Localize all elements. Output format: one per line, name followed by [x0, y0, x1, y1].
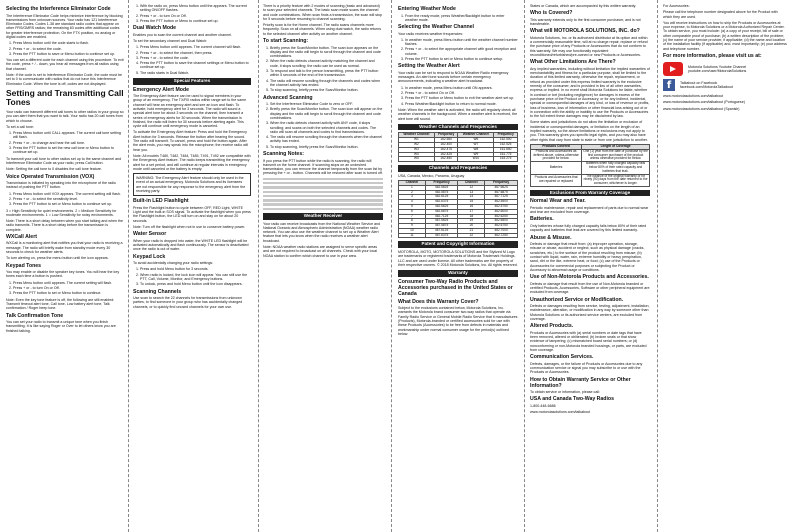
table-cell: 8	[399, 219, 426, 224]
step: 3. Press the PTT button or Menu button to exit the weather alert set up.	[405, 96, 518, 100]
heading-sensor: Water Sensor	[133, 231, 167, 238]
step: 1. Press Menu button until appears. The current setting will flash.	[13, 281, 124, 285]
selwx-steps	[398, 38, 518, 61]
eco-steps	[6, 41, 124, 56]
heading-adv-scan: Advanced Scanning	[263, 94, 313, 101]
step: 3. Press the PTT button to set or Menu button to continue setup.	[405, 57, 518, 61]
covered-text: Subject to the exclusions contained below, Motorola Solutions, Inc. warrants the Motorola brand consumer two-way radios that operate via Family Radio Service or General Mobile Radio Service that it manufactures (Products), Motorola-branded or certified accessories sold for use with these Products (Accessories) to be free from defects in materials and workmanship under normal consumer usage for the period(s) outlined below.	[398, 306, 518, 336]
unauth2-text: Defects or damages resulting from service, testing, adjustment, installation, maintenance, alteration, or modification in any way by someone other than Motorola Solutions or its authorized service centers, are excluded from coverage.	[530, 304, 650, 321]
table-cell: 462.6500	[485, 219, 518, 224]
step: 2. Press + or - to select On or Off.	[405, 91, 518, 95]
table-row	[399, 233, 518, 238]
heading-warranty: Consumer Two-Way Radio Products and Accessories purchased in the United States or Canada	[398, 278, 513, 297]
step: 2. Press + or - to change and hear the call tone.	[13, 141, 124, 145]
flash-note: Note: Turn off the flashlight when not in use to conserve battery power.	[133, 224, 246, 229]
heading-covered: What Does this Warranty Cover?	[398, 298, 479, 305]
unauth-text: Defects or damage that result from the use of Non-Motorola branded or certified Products, Accessories, Software or other peripheral equipment are excluded from coverage.	[530, 281, 650, 295]
flash-text: Press the Flashlight button to cycle between OFF, RED Light, WHITE Light and the built-in SOS signal. To activate the flashlight when you press the Flashlight button, the LED will turn on and stay on for about 20 seconds.	[133, 205, 251, 223]
table-cell: W6	[458, 138, 494, 143]
other-text: Any implied warranties, including without limitation the implied warranties of merchantability and fitness for a particular purpose, shall be limited to the duration of this limited warranty, otherwise the repair, replacement, or refund as provided under this express limited warranty is the exclusive remedy of the consumer, and is provided in lieu of all other warranties, express or implied. In no event shall Motorola Solutions be liable, whether in contract or tort (including negligence) for damages in excess of the purchase price of the Product or Accessory, or for any indirect, incidental, special or consequential damages of any kind, or loss of revenue or profits, loss of business, loss of information or other financial loss arising out of or in connection with the ability or inability to use the Products or Accessories to the full extent these damages may be disclaimed by law.	[530, 66, 650, 119]
step: 1. From the ready mode, press Weather/Backlight button to enter weather mode.	[405, 14, 518, 23]
table-cell: 462.6875	[425, 209, 458, 214]
heading-usa: USA and Canada Two-Way Radios	[530, 396, 614, 403]
heading-keypad: Keypad Tones	[6, 262, 42, 269]
channel-frequency-table	[398, 180, 518, 239]
alert-note: Note: When the weather alert is activated, the radio will regularly check all weather channels in the background. When a weather alert is received, the alert tone will sound.	[398, 107, 518, 121]
panel-2	[133, 4, 251, 311]
alert-steps	[398, 86, 518, 106]
youtube-label: Motorola Solutions Youtube Channel	[688, 64, 747, 69]
heading-vox: Voice Operated Transmission (VOX)	[6, 173, 95, 180]
emergency-text: The Emergency Alert feature can be used to signal members in your group of an emergency. The TX/RX radios within range set to the same channel will hear an emergency alert and see an icon and flash. To activate, hold emergency alert for 3 seconds. The radio will sound a special alert tone for about 3 seconds on the channel, then transmit a series of emergency alerts for 30 seconds. When the transmission is finished, the radio will listen for 30 seconds before alerting again. This cycle will continue until emergency mode is canceled.	[133, 94, 247, 129]
table-cell: 1	[399, 185, 426, 190]
step: 5. The radio starts in Dual Watch.	[140, 71, 251, 75]
heading-wxcall: WXCall Alert	[6, 233, 37, 240]
dual-sub: To set the secondary channel and Dual Watch:	[133, 38, 208, 43]
talk-steps	[133, 4, 251, 23]
table-cell: 462.7250	[485, 233, 518, 238]
tones-steps	[6, 131, 124, 154]
section-band-warranty: Warranty	[398, 270, 518, 277]
table-cell: 462.5625	[425, 185, 458, 190]
table-cell: 162.400	[434, 142, 458, 147]
heading-select-weather: Selecting the Weather Channel	[398, 24, 475, 31]
column-header: Channel	[399, 180, 426, 185]
lock-sub: To avoid accidentally changing your radio settings:	[133, 261, 214, 266]
column-header: Channel	[458, 180, 485, 185]
tones-sub: To set a call tone:	[6, 124, 34, 129]
table-cell: 462.6000	[485, 209, 518, 214]
table-cell: 462.5750	[485, 204, 518, 209]
table-cell: 11	[399, 233, 426, 238]
step: 1. Set the Interference Eliminator Code to zero or OFF.	[270, 102, 383, 106]
heading-batteries: Batteries.	[530, 216, 554, 223]
panel-1	[6, 4, 124, 335]
table-cell: 10	[399, 228, 426, 233]
table-cell: 462.7125	[425, 214, 458, 219]
column-header: Products Covered	[531, 144, 582, 149]
step: 4. Press the PTT button to save the channel settings or Menu button to continue set up.	[140, 61, 251, 70]
step: 5. To stop scanning, briefly press the Scan/Monitor button.	[270, 88, 383, 92]
coverage-table	[530, 144, 650, 187]
dual-intro: Enables you to scan the current channel and another channel.	[133, 32, 232, 37]
step: 1. Press Menu button until CALL appears. The current call tone setting will flash.	[13, 131, 124, 140]
table-cell: The balance of the original warranty or for ninety (90) days from the date returned to the consumer, whichever is longer.	[583, 173, 648, 186]
table-cell: 4	[399, 200, 426, 205]
accessories-text: Please call the telephone number designated above for the Product with which they are used.	[663, 10, 778, 19]
step: 4. Press Weather/Backlight button to return to normal mode.	[405, 102, 518, 106]
accessories-text2: You will receive instructions on how to ship the Products or Accessories at your expense, to Motorola Solutions or a Motorola Authorized Repair Center. To obtain service, you must include: (a) a copy of your receipt, bill of sale or other comparable proof of purchase; (b) a written description of the problem; (c) the name of your service provider, if applicable; (d) the name and location of the installation facility (if applicable) and, most importantly; (e) your address and telephone number.	[663, 20, 787, 51]
section-band-patent: Patent and Copyright Information	[398, 241, 518, 248]
youtube-link[interactable]	[663, 62, 787, 76]
table-cell: 21	[458, 228, 485, 233]
table-cell: 7	[399, 214, 426, 219]
heading-wear: Normal Wear and Tear.	[530, 198, 586, 205]
dual-steps	[133, 45, 251, 75]
scan-cont2: Priority scan is for the Home channel. The radio scans channels more frequently. Scan on all channels. When using dual watch, the radio returns to the selected channel after activity on another channel.	[263, 23, 381, 36]
step: 3. Press the PTT button or Menu to continue set up.	[140, 19, 251, 23]
heading-how: How to Obtain Warranty Service or Other Information?	[530, 376, 631, 389]
patent-text: MOTOROLA, MOTO, MOTOROLA SOLUTIONS and the Stylized M Logo are trademarks or registered trademarks of Motorola Trademark Holdings, LLC and are used under license. All other trademarks are the property of their respective owners. © 2018 Motorola Solutions, Inc. All rights reserved.	[398, 249, 518, 267]
table-cell: 462.6625	[425, 204, 458, 209]
entering-steps	[398, 14, 518, 23]
emergency-steps: To activate the Emergency Alert feature: Press and hold the Emergency Alert button for 3 seconds. Release the button after hearing the sound. The radio will transmit. To cancel, press and hold the button again. After the alert ends, you may speak into the microphone; the receive radio will hear you.	[133, 130, 249, 152]
table-cell: 22	[458, 233, 485, 238]
fold-line	[524, 0, 525, 532]
table-cell: One (1) year from the date of purchase by the first consumer purchaser of the product unless otherwise provided for below.	[583, 148, 648, 161]
step: 3. Press the PTT button to set or Menu button to continue.	[13, 291, 124, 295]
step: 1. With the radio on, press Menu button until the appears. The current setting ON/OFF flashes.	[140, 4, 251, 13]
table-cell: 467.6125	[425, 228, 458, 233]
step: 1. Briefly press the Scan/Monitor button. The scan icon appears on the display and the radio will begin to scroll through the channel and code combinations.	[270, 46, 383, 59]
usa-phone: 1-800-448-6686	[530, 403, 556, 408]
channel-caption: USA, Canada, Mexico, Panama, Uruguay	[398, 173, 465, 178]
table-cell: W10	[458, 157, 494, 162]
table-cell: 467.5875	[425, 224, 458, 229]
alert-text: Your radio can be set to respond to NOAA Weather Radio emergency messages. An alert tone sounds before certain emergency announcements, indicating a weather alert broadcast.	[398, 70, 509, 84]
table-cell: 3	[399, 195, 426, 200]
how-text: To obtain service or information, please call:	[530, 390, 600, 395]
tones-note: To transmit your call tone to other radios set up to the same channel and Interference Eliminator Code as your radio, press Call button.	[6, 156, 122, 165]
heading-unauthorized: Unauthorized Service or Modification.	[530, 296, 624, 303]
column-header: Frequency	[425, 180, 458, 185]
step: 4. The radio will resume scrolling through the channels and codes when the channel activity has ended.	[270, 79, 383, 88]
step: 3. When the radio detects channel activity with ANY code, it stops scrolling; and scans on both the selected channels and codes. The radio will scan all channels and codes to find transmissions.	[270, 121, 383, 134]
table-row	[399, 157, 518, 162]
weather-note: Note: NOAA weather radio stations are assigned to serve specific areas and are not required to broadcast on all channels. Check with your local NOAA station to confirm which channel to use in your area.	[263, 245, 378, 258]
column-header: Frequency	[434, 133, 458, 138]
heading-start-scan: To start Scanning:	[263, 38, 309, 45]
table-cell: 2	[399, 190, 426, 195]
table-cell: W3	[399, 147, 435, 152]
adv-steps	[263, 102, 383, 149]
table-cell: 162.475	[434, 147, 458, 152]
step: 5. To stop scanning, briefly press the Scan/Monitor button.	[270, 145, 383, 149]
table-cell: 9	[399, 224, 426, 229]
column-header: Length of Coverage	[582, 144, 650, 149]
facebook-url: facebook.com/MotorolaTalkabout	[680, 84, 733, 89]
vox-intro: Transmission is initiated by speaking into the microphone of the radio instead of pushing the PTT button.	[6, 181, 116, 190]
step: 1. Press Menu button until the code starts to flash.	[13, 41, 124, 45]
table-cell: Products and Accessories that are repaired or replaced	[531, 174, 582, 186]
facebook-icon: f	[663, 79, 675, 91]
table-cell: 162.425	[434, 152, 458, 157]
altered-text: Products or Accessories with (a) serial numbers or date tags that have been removed, altered or obliterated; (b) broken seals or that show evidence of tampering; (c) mismatched board serial numbers; or (d) nonconforming or non-Motorola branded housings, or parts, are excluded from coverage.	[530, 330, 647, 352]
section-band-weather: Weather Receiver	[263, 213, 383, 220]
step: 3. Press + or - to select the code.	[140, 56, 251, 60]
step: 3. Press the PTT button to set or Menu button to continue set up.	[13, 202, 124, 206]
table-cell: 467.7125	[485, 195, 518, 200]
section-band-weather-table: Weather Channels and Frequencies	[398, 124, 518, 131]
heading-altered: Altered Products.	[530, 323, 574, 330]
column-header: Frequency	[485, 180, 518, 185]
selwx-intro: Your radio receives weather frequencies:	[398, 31, 463, 36]
usa-web: www.motorolasolutions.com/talkabout	[530, 410, 591, 415]
table-cell: Products and Accessories as defined above, unless otherwise provided for below.	[531, 149, 582, 161]
fold-line	[128, 0, 129, 532]
step: 2. Press + or - to turn On or Off.	[140, 14, 251, 18]
table-cell: 462.7000	[485, 228, 518, 233]
step: 1. In weather mode, press Menu button until the weather channel number flashes.	[405, 38, 518, 47]
table-cell: W8	[458, 147, 494, 152]
states-text: States or Canada, which are accompanied by this written warranty.	[530, 4, 637, 8]
youtube-url: youtube.com/user/MotorolaSolutions	[688, 68, 747, 73]
step: 3. To respond and talk to the person transmitting, press the PTT button within 5 seconds of the end of the transmission.	[270, 69, 383, 78]
panel-3	[263, 4, 383, 260]
eco-intro: The Interference Eliminator Code helps minimize interference by blocking transmissions from unknown sources. Your radio has 121 Interference Eliminator Codes. Codes 1-38 are standard radio codes that appear on other FRS/GMRS radios; the remaining 83 codes offer additional codes for greater interference protection. On the FTX position, no analog or digital codes are enabled.	[6, 13, 123, 39]
table-cell: W9	[458, 152, 494, 157]
step: 3. To unlock, press and hold Menu button until the icon disappears.	[140, 282, 251, 286]
nuisance-text: If you press the PTT button while the radio is scanning, the radio will transmit on the home channel. If scanning stops on an undesired transmission, you can remove the channel temporarily from the scan list by pressing the + or - button. Channels will be restored after scan is turned off.	[263, 158, 383, 176]
step: 4. The radio will resume scrolling through the channels when the channel activity has ended.	[270, 135, 383, 144]
keypad-intro: You may enable or disable the speaker key tones. You will hear the key tones each time a button is pushed.	[6, 270, 120, 279]
panel-5	[530, 4, 650, 417]
tones-note2: Note: Setting the call tone to 0 disables the call tone feature.	[6, 167, 102, 172]
wear-text: Periodic maintenance, repair and replacement of parts due to normal wear and tear are excluded from coverage.	[530, 205, 649, 215]
table-cell: 18	[458, 214, 485, 219]
vox-levels: 3 = High Sensitivity for quiet environments. 2 = Medium Sensitivity for moderate environments. 1 = Low Sensitivity for noisy environments.	[6, 208, 117, 217]
step: 2. When radio is locked, the lock icon will appear. You can still use the PTT, Call, Volume, Monitor, and Emergency buttons.	[140, 273, 251, 282]
text-filler	[263, 178, 383, 210]
scan-cont: There is a priority feature with 2 modes of scanning (basic and advanced) to scan your selected channels. The basic scan mode scans the channel and code combinations. When scan finds a transmission, the scan will stop for 5 seconds before resuming to channel scanning.	[263, 4, 383, 21]
column-header: Weather Channel	[399, 133, 435, 138]
who-text: This warranty extends only to the first consumer purchaser, and is not transferable.	[530, 17, 641, 27]
table-cell: 17	[458, 209, 485, 214]
vox-note: Note: There is a short delay between when you start talking and when the radio transmits. There is a short delay before the transmission is complete.	[6, 219, 124, 232]
table-cell: 462.5500	[485, 200, 518, 205]
heading-scan-notes: Scanning Notes:	[263, 151, 304, 158]
table-cell: W7	[458, 142, 494, 147]
table-cell: 162.500	[494, 138, 518, 143]
section-band-channel-table: Channels and Frequencies	[398, 165, 518, 172]
heading-abuse: Abuse & Misuse.	[530, 234, 572, 241]
will-text: Motorola Solutions, Inc. or its authorized distributor at its option and within a commercially reasonable time, will at no charge repair, replace or refund the purchase price of any Products or Accessories that do not conform to this warranty. We may use functionally equivalent reconditioned/refurbished/pre-owned or new Products or Accessories.	[530, 35, 648, 58]
table-cell: 15	[458, 200, 485, 205]
heading-scan: Scanning Channels	[133, 288, 182, 295]
youtube-icon	[663, 62, 683, 76]
heading-weather-alert: Setting the Weather Alert	[398, 63, 460, 70]
table-cell: 161.775	[494, 152, 518, 157]
step: 2. Press + or - to select the code.	[13, 47, 124, 51]
heading-who: Who is Covered?	[530, 10, 573, 17]
column-header: Weather Channel	[458, 133, 494, 138]
step: 3. Press the PTT button to set the new call tone or Menu button to continue set up.	[13, 146, 124, 155]
table-cell: 5	[399, 204, 426, 209]
heading-lock: Keypad Lock	[133, 253, 166, 260]
step: 1. Press Menu button until VOX appears. The current setting will flash.	[13, 192, 124, 196]
section-band-special: Special Features	[133, 78, 251, 85]
wxcall-step: To turn alerting on, press the menu button until the icon appears.	[6, 256, 109, 261]
heading-communication: Communication Services.	[530, 354, 594, 361]
table-cell: 462.5875	[425, 190, 458, 195]
section-band-exclusions: Exclusions From Warranty Coverage	[530, 190, 650, 197]
table-cell: 467.6875	[485, 190, 518, 195]
heading-other: What Other Limitations Are There?	[530, 59, 616, 66]
table-cell: 467.5625	[425, 219, 458, 224]
emergency-note: Note: All models T480, T482, T484, T485, T491, T492 are compatible with the Emergency Alert feature. The radio keeps transmitting the emergency alert for a set period, and will continue at regular intervals in emergency mode until canceled or the battery is empty.	[133, 153, 251, 171]
fold-line	[657, 0, 658, 532]
warning-box: WARNING: The Emergency Alert feature should only be used in the event of an actual emergency. Motorola Solutions and its licensees are not responsible for any response to the emergency alert from the receiving party.	[133, 173, 251, 196]
table-cell: 161.650	[494, 147, 518, 152]
heading-eco: Selecting the Interference Eliminator Code	[6, 6, 111, 12]
heading-will: What will MOTOROLA SOLUTIONS, INC. do?	[530, 28, 640, 35]
other-text2: Some states and jurisdictions do not allow the limitation or exclusion of incidental or consequential damages, or limitation on the length of an implied warranty, so the above limitations or exclusions may not apply to you. This warranty gives you specific legal rights, and you may also have other rights that vary from state to state or from one jurisdiction to another.	[530, 120, 648, 142]
table-cell: 467.6625	[485, 185, 518, 190]
keypad-steps	[6, 281, 124, 296]
heading-entering-weather: Entering Weather Mode	[398, 6, 456, 12]
step: 2. When the radio detects channel activity matching the channel and code, it stops scrolling; the radio can be used as normal.	[270, 59, 383, 68]
table-cell: 20	[458, 224, 485, 229]
heading-tones: Setting and Transmitting Call Tones	[6, 87, 124, 108]
web-link[interactable]: www.motorolasolutions.com/talkabout (Spanish)	[663, 106, 740, 111]
web-link[interactable]: www.motorolasolutions.com/talkabout (Portuguese)	[663, 100, 745, 105]
heading-non-motorola: Use of Non-Motorola Products and Accessories.	[530, 274, 649, 281]
facebook-link[interactable]	[663, 79, 787, 91]
scan-text: Use scan to search the 22 channels for transmissions from unknown parties, to find someone in your group who has accidentally changed channels, or to quickly find unused channels for your own use.	[133, 296, 243, 309]
table-cell: 162.550	[434, 138, 458, 143]
table-cell: 462.6125	[425, 195, 458, 200]
vox-steps	[6, 192, 124, 207]
step: 2. Press + or - to select the appropriate channel with good reception and volume.	[405, 47, 518, 56]
eco-note: You can set a different code for each channel using this procedure. To exit the code, press + / - down, you hear all messages from all radios using that channel.	[6, 58, 124, 71]
eco-note2: Note: If the code is set to Interference Eliminator Code, the code must be set to 0 to communicate with radios that do not have this Interference Eliminator Code. When the tone is off, codes are not displayed.	[6, 73, 123, 86]
heading-dual: Dual Watch Mode	[133, 25, 177, 32]
step: 1. In weather mode, press Menu button until ON appears.	[405, 86, 518, 90]
table-cell: 462.6750	[485, 224, 518, 229]
step: 1. Press Menu button until appears. The current channel will flash.	[140, 45, 251, 49]
panel-6	[663, 4, 787, 113]
fold-line	[258, 0, 259, 532]
weather-frequency-table	[398, 132, 518, 162]
table-cell: 162.450	[434, 157, 458, 162]
table-row	[531, 162, 650, 174]
table-cell: 12	[458, 185, 485, 190]
comm-text: Defects, damages, or the failure of Products or Accessories due to any communication service or signal you may subscribe to or use with the Products or Accessories.	[530, 361, 643, 375]
table-cell: 14	[458, 195, 485, 200]
batt-text: Only batteries whose fully charged capacity falls below 80% of their rated capacity and batteries that leak are covered by this limited warranty.	[530, 223, 647, 233]
panel-4	[398, 4, 518, 338]
table-cell: 16	[458, 204, 485, 209]
wxcall-intro: WXCall is a monitoring alert that notifies you that your radio is receiving a message. The radio will briefly wake from standby mode every 30 seconds to check for weather alerts.	[6, 241, 123, 255]
abuse-text: Defects or damage that result from: (a) improper operation, storage, misuse or abuse, accident or neglect, such as physical damage (cracks, scratches, etc.) to the surface of the product resulting from misuse; (b) contact with liquid, water, rain, extreme humidity or heavy perspiration, sand, dirt or the like, extreme heat, or food; (c) use of the Products or Accessories for commercial purposes or subjecting the Product or Accessory to abnormal usage or conditions.	[530, 242, 645, 272]
step: 2. Press + or - to turn On or Off.	[13, 286, 124, 290]
table-cell: 462.6250	[485, 214, 518, 219]
table-cell: Batteries when fully charged capacity falls below 80% of their rated capacity and batteries that leak.	[582, 162, 650, 174]
table-cell: 13	[458, 190, 485, 195]
table-cell: Batteries	[531, 162, 582, 174]
step: 2. Press + or - to select the sensitivity level.	[13, 197, 124, 201]
tones-intro: Your radio can transmit different call tones to other radios in your group so you can alert them that you want to talk. Your radio has 20 call tones from which to choose.	[6, 109, 124, 123]
weather-text: Your radio can receive broadcasts from the National Weather Service and National Oceanic and Atmospheric Administration (NOAA) weather radio network. You can also use the weather channel to set up a Weather Alert feature that lets you know when the radio receives a weather alert broadcast.	[263, 221, 381, 243]
accessories-title: For Accessories:	[663, 4, 690, 8]
heading-flashlight: Built-in LED Flashlight	[133, 198, 189, 205]
step: 3. Press the PTT button to save or Menu button to continue set up.	[13, 52, 124, 56]
talk-intro: You can set your radio to transmit a unique tone when you finish transmitting. It is like saying Roger or Over to let others know you are finished talking.	[6, 320, 116, 333]
web-link[interactable]: www.motorolasolutions.com/talkabout	[663, 93, 724, 98]
startscan-steps	[263, 46, 383, 93]
table-cell: W5	[399, 157, 435, 162]
step: 2. Press + or - to select the channel, then press.	[140, 51, 251, 55]
table-row	[531, 174, 650, 186]
column-header: Frequency	[494, 133, 518, 138]
table-cell: W1	[399, 138, 435, 143]
table-cell: 163.275	[494, 157, 518, 162]
facebook-label: Talkabout on Facebook	[680, 80, 718, 85]
table-cell: 19	[458, 219, 485, 224]
table-cell: W2	[399, 142, 435, 147]
step: 1. Press and hold Menu button for 3 seconds.	[140, 267, 251, 271]
table-row	[531, 149, 650, 161]
table-cell: W4	[399, 152, 435, 157]
sensor-text: When your radio is dropped into water, the WHITE LED flashlight will be activated automatically and flash continuously. The sensor is deactivated once the radio is out of water.	[133, 238, 249, 252]
heading-talk: Talk Confirmation Tone	[6, 312, 64, 319]
fold-line	[391, 0, 392, 532]
table-cell: 467.6375	[425, 233, 458, 238]
lock-steps	[133, 267, 251, 286]
heading-emergency: Emergency Alert Mode	[133, 86, 190, 93]
table-cell: 462.6375	[425, 200, 458, 205]
keypad-note: Note: Even the key tone feature is off, the following are still enabled: Transmit timeout alert tone, Call tone, Low battery alert tone, Talk confirmation / Roger beep tone.	[6, 297, 115, 311]
table-cell: 162.525	[494, 142, 518, 147]
step: 2. Briefly press the Scan/Monitor button. The scan icon will appear on the display and the radio will begin to scroll through the channel and code combinations.	[270, 107, 383, 120]
heading-follow: For more information, please visit us at:	[663, 52, 762, 59]
table-cell: 6	[399, 209, 426, 214]
